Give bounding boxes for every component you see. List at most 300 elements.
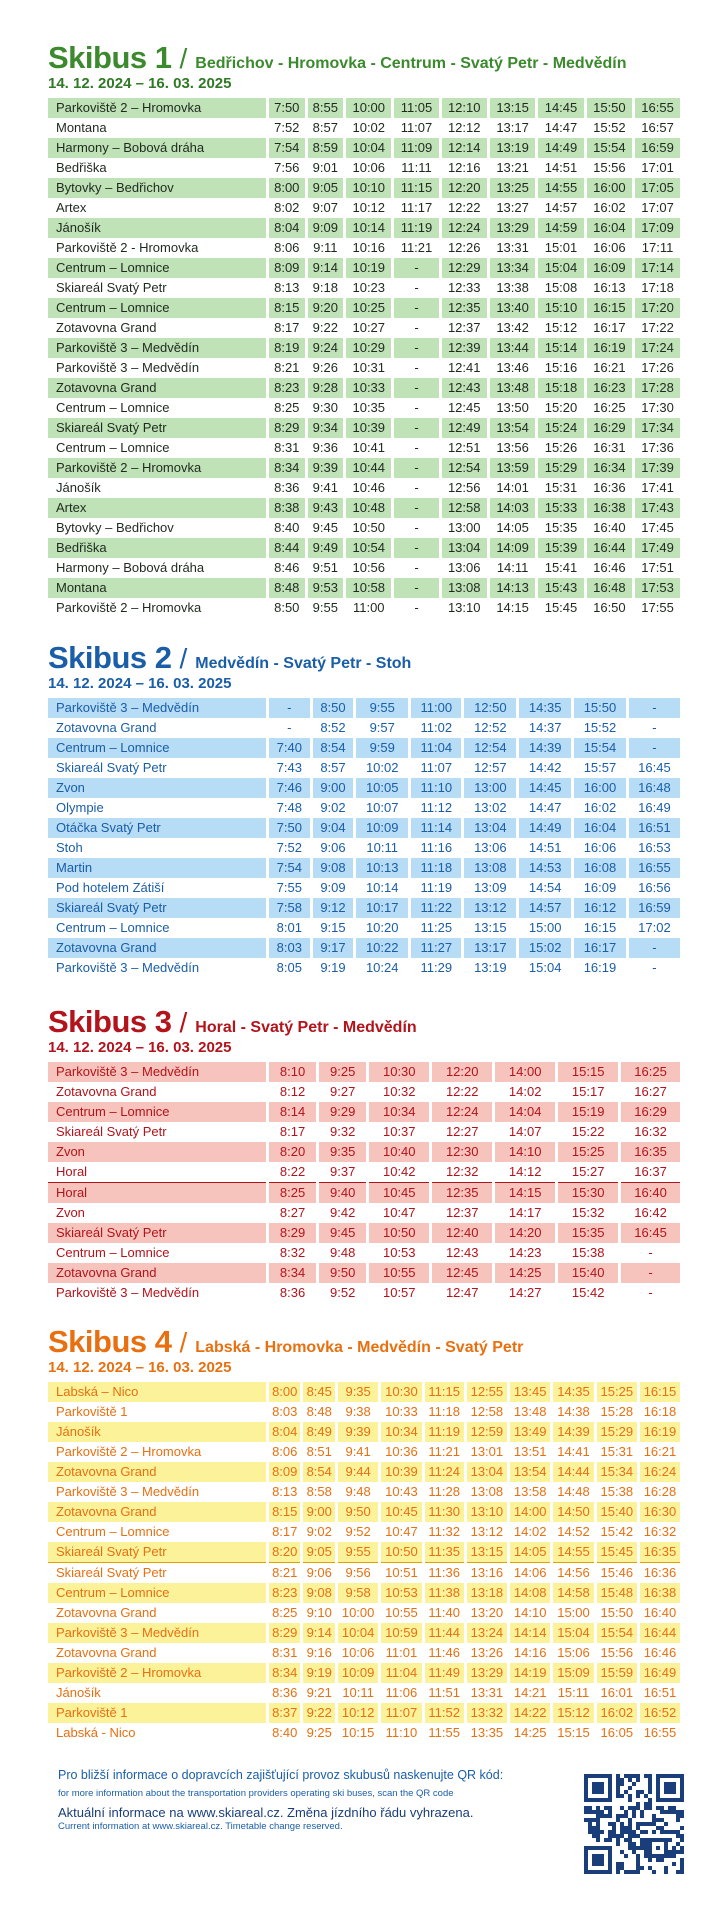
departure-time: 16:00 — [585, 178, 633, 198]
skibus-1-header — [48, 40, 680, 76]
departure-time: 13:54 — [509, 1462, 552, 1482]
timetable-row — [48, 858, 680, 878]
departure-time: 9:57 — [355, 718, 410, 738]
departure-time: 13:54 — [488, 418, 536, 438]
departure-time: 8:04 — [268, 218, 307, 238]
departure-time: 12:27 — [431, 1122, 494, 1142]
stop-name: Jánošík — [48, 1422, 268, 1442]
stop-name: Parkoviště 2 – Hromovka — [48, 458, 268, 478]
qr-code-icon[interactable] — [584, 1774, 684, 1874]
departure-time: 8:48 — [268, 578, 307, 598]
current-info-en: Current information at www.skiareal.cz. Timetable change reserved. — [58, 1821, 343, 1832]
departure-time: 9:14 — [302, 1623, 336, 1643]
timetable-row — [48, 178, 680, 198]
departure-time: 10:39 — [380, 1462, 423, 1482]
departure-time: 15:17 — [557, 1082, 620, 1102]
departure-time: 10:15 — [336, 1723, 379, 1743]
departure-time: 14:21 — [509, 1683, 552, 1703]
stop-name: Horal — [56, 1164, 88, 1179]
departure-time: 14:15 — [494, 1183, 557, 1204]
departure-time: 16:17 — [585, 318, 633, 338]
departure-time: 17:55 — [634, 598, 680, 618]
stop-name: Bytovky – Bedřichov — [48, 178, 268, 198]
departure-time: 13:08 — [463, 858, 518, 878]
timetable-row — [48, 118, 680, 138]
timetable-row — [48, 1402, 680, 1422]
timetable-row — [48, 298, 680, 318]
departure-time: 8:54 — [302, 1462, 336, 1482]
header-slash: / — [179, 643, 188, 674]
timetable-row — [48, 218, 680, 238]
departure-time: 12:30 — [431, 1142, 494, 1162]
departure-time: 13:02 — [463, 798, 518, 818]
departure-time: 15:45 — [595, 1542, 638, 1563]
departure-time: 10:53 — [368, 1243, 431, 1263]
departure-time: 15:25 — [595, 1382, 638, 1402]
departure-time: 15:25 — [557, 1142, 620, 1162]
departure-time: 16:08 — [573, 858, 628, 878]
departure-time: 16:02 — [585, 198, 633, 218]
departure-time: 10:36 — [380, 1442, 423, 1462]
departure-time: 8:49 — [302, 1422, 336, 1442]
stop-name: Skiareál Svatý Petr — [56, 280, 167, 295]
departure-time: 13:04 — [440, 538, 488, 558]
departure-time: 14:07 — [494, 1122, 557, 1142]
departure-time: 9:37 — [318, 1162, 368, 1183]
departure-time: 16:05 — [595, 1723, 638, 1743]
timetable-row — [48, 1283, 680, 1303]
departure-time: 9:24 — [306, 338, 345, 358]
departure-time: 12:24 — [440, 218, 488, 238]
departure-time: 16:55 — [634, 98, 680, 118]
departure-time: 15:10 — [537, 298, 585, 318]
departure-time: 9:50 — [336, 1502, 379, 1522]
stop-name: Montana — [56, 120, 107, 135]
departure-time: 14:42 — [518, 758, 573, 778]
stop-name: Centrum – Lomnice — [48, 258, 268, 278]
departure-time: 12:45 — [440, 398, 488, 418]
departure-time: 15:26 — [537, 438, 585, 458]
departure-time: 11:19 — [410, 878, 463, 898]
departure-time: 9:38 — [336, 1402, 379, 1422]
departure-time: 10:00 — [345, 98, 393, 118]
stop-name: Centrum – Lomnice — [56, 400, 170, 415]
departure-time: 13:15 — [463, 918, 518, 938]
departure-time: 15:29 — [595, 1422, 638, 1442]
timetable-row — [48, 1122, 680, 1142]
departure-time: 13:12 — [465, 1522, 508, 1542]
timetable-row — [48, 158, 680, 178]
departure-time: - — [393, 398, 440, 418]
departure-time: 12:33 — [440, 278, 488, 298]
departure-time: 7:52 — [268, 838, 312, 858]
departure-time: 14:57 — [537, 198, 585, 218]
departure-time: 16:24 — [638, 1462, 680, 1482]
departure-time: 12:57 — [463, 758, 518, 778]
departure-time: 13:31 — [488, 238, 536, 258]
timetable-row — [48, 518, 680, 538]
departure-time: 13:42 — [488, 318, 536, 338]
departure-time: 9:00 — [302, 1502, 336, 1522]
departure-time: 9:22 — [306, 318, 345, 338]
stop-name: Bedřiška — [48, 538, 268, 558]
departure-time: 9:36 — [306, 438, 345, 458]
stop-name: Parkoviště 2 – Hromovka — [48, 98, 268, 118]
departure-time: - — [627, 958, 680, 978]
departure-time: 16:51 — [638, 1683, 680, 1703]
timetable-row — [48, 1563, 680, 1584]
departure-time: 14:03 — [488, 498, 536, 518]
departure-time: 8:36 — [268, 478, 307, 498]
timetable-row — [48, 438, 680, 458]
departure-time: 16:28 — [638, 1482, 680, 1502]
departure-time: 16:59 — [627, 898, 680, 918]
departure-time: 12:55 — [465, 1382, 508, 1402]
departure-time: 14:51 — [537, 158, 585, 178]
departure-time: 16:21 — [585, 358, 633, 378]
departure-time: 15:00 — [518, 918, 573, 938]
departure-time: 11:36 — [423, 1563, 465, 1584]
departure-time: 15:09 — [552, 1663, 595, 1683]
departure-time: 14:08 — [509, 1583, 552, 1603]
stop-name: Skiareál Svatý Petr — [48, 1223, 268, 1243]
departure-time: 8:03 — [268, 938, 312, 958]
departure-time: 11:07 — [393, 118, 440, 138]
timetable-row — [48, 818, 680, 838]
departure-time: 11:55 — [423, 1723, 465, 1743]
departure-time: 16:13 — [585, 278, 633, 298]
departure-time: 16:45 — [627, 758, 680, 778]
departure-time: 11:30 — [423, 1502, 465, 1522]
departure-time: 17:07 — [634, 198, 680, 218]
departure-time: 13:51 — [509, 1442, 552, 1462]
departure-time: 12:35 — [431, 1183, 494, 1204]
departure-time: 12:39 — [440, 338, 488, 358]
departure-time: 9:02 — [311, 798, 355, 818]
stop-name: Parkoviště 2 – Hromovka — [48, 1663, 268, 1683]
departure-time: 16:48 — [585, 578, 633, 598]
line-name: Skibus 2 — [48, 640, 172, 675]
departure-time: 8:17 — [268, 1122, 318, 1142]
timetable-row — [48, 338, 680, 358]
departure-time: 13:15 — [488, 98, 536, 118]
departure-time: 11:07 — [410, 758, 463, 778]
departure-time: 14:58 — [552, 1583, 595, 1603]
departure-time: - — [627, 938, 680, 958]
departure-time: 10:16 — [345, 238, 393, 258]
departure-time: 16:09 — [573, 878, 628, 898]
departure-time: 14:09 — [488, 538, 536, 558]
departure-time: 14:52 — [552, 1522, 595, 1542]
departure-time: 10:41 — [345, 438, 393, 458]
departure-time: 8:13 — [268, 1482, 302, 1502]
departure-time: 10:48 — [345, 498, 393, 518]
departure-time: 15:22 — [557, 1122, 620, 1142]
departure-time: 10:33 — [380, 1402, 423, 1422]
departure-time: 7:50 — [268, 98, 307, 118]
departure-time: 10:54 — [345, 538, 393, 558]
timetable-row — [48, 1703, 680, 1723]
timetable-row — [48, 1422, 680, 1442]
departure-time: 8:25 — [268, 1603, 302, 1623]
departure-time: 8:23 — [268, 378, 307, 398]
departure-time: 16:17 — [573, 938, 628, 958]
skibus-3-section — [48, 1004, 680, 1303]
header-slash: / — [179, 1007, 188, 1038]
departure-time: 9:41 — [306, 478, 345, 498]
departure-time: 13:31 — [465, 1683, 508, 1703]
timetable-row — [48, 958, 680, 978]
departure-time: 15:04 — [537, 258, 585, 278]
departure-time: - — [393, 598, 440, 618]
departure-time: 9:55 — [336, 1542, 379, 1563]
departure-time: 15:30 — [557, 1183, 620, 1204]
departure-time: 10:55 — [368, 1263, 431, 1283]
departure-time: 16:46 — [585, 558, 633, 578]
departure-time: 17:39 — [634, 458, 680, 478]
stop-name: Parkoviště 2 – Hromovka — [56, 600, 202, 615]
timetable-row — [48, 278, 680, 298]
validity-dates: 14. 12. 2024 – 16. 03. 2025 — [48, 1359, 232, 1376]
departure-time: 10:50 — [345, 518, 393, 538]
departure-time: 10:43 — [380, 1482, 423, 1502]
departure-time: 9:11 — [306, 238, 345, 258]
stop-name: Skiareál Svatý Petr — [48, 898, 268, 918]
departure-time: 14:47 — [537, 118, 585, 138]
departure-time: 11:12 — [410, 798, 463, 818]
departure-time: 16:44 — [638, 1623, 680, 1643]
stop-name: Parkoviště 3 – Medvědín — [48, 1062, 268, 1082]
departure-time: 13:08 — [465, 1482, 508, 1502]
departure-time: 14:11 — [488, 558, 536, 578]
departure-time: 12:20 — [440, 178, 488, 198]
departure-time: 9:42 — [318, 1203, 368, 1223]
departure-time: 8:06 — [268, 238, 307, 258]
departure-time: 8:03 — [268, 1402, 302, 1422]
departure-time: 13:32 — [465, 1703, 508, 1723]
departure-time: 15:14 — [537, 338, 585, 358]
departure-time: 14:35 — [552, 1382, 595, 1402]
departure-time: - — [393, 458, 440, 478]
departure-time: 8:29 — [268, 1623, 302, 1643]
stop-name: Parkoviště 3 – Medvědín — [48, 1623, 268, 1643]
departure-time: 13:00 — [463, 778, 518, 798]
departure-time: 14:57 — [518, 898, 573, 918]
departure-time: 15:46 — [595, 1563, 638, 1584]
timetable-row — [48, 938, 680, 958]
departure-time: - — [393, 578, 440, 598]
departure-time: 10:58 — [345, 578, 393, 598]
departure-time: 11:21 — [393, 238, 440, 258]
departure-time: 12:45 — [431, 1263, 494, 1283]
departure-time: 12:58 — [465, 1402, 508, 1422]
departure-time: 12:32 — [431, 1162, 494, 1183]
timetable — [48, 1382, 680, 1743]
departure-time: 14:12 — [494, 1162, 557, 1183]
departure-time: 10:29 — [345, 338, 393, 358]
departure-time: 16:02 — [595, 1703, 638, 1723]
departure-time: 15:40 — [595, 1502, 638, 1522]
departure-time: 15:20 — [537, 398, 585, 418]
departure-time: 11:02 — [410, 718, 463, 738]
departure-time: 13:40 — [488, 298, 536, 318]
departure-time: 9:52 — [318, 1283, 368, 1303]
departure-time: 14:48 — [552, 1482, 595, 1502]
skibus-2-section — [48, 640, 680, 978]
departure-time: 14:04 — [494, 1102, 557, 1122]
stop-name: Martin — [48, 858, 268, 878]
departure-time: 15:56 — [585, 158, 633, 178]
departure-time: 10:50 — [368, 1223, 431, 1243]
departure-time: 9:34 — [306, 418, 345, 438]
departure-time: 13:19 — [488, 138, 536, 158]
departure-time: 15:38 — [595, 1482, 638, 1502]
departure-time: 8:40 — [268, 1723, 302, 1743]
departure-time: 11:19 — [423, 1422, 465, 1442]
timetable-row — [48, 798, 680, 818]
departure-time: 9:22 — [302, 1703, 336, 1723]
departure-time: 13:48 — [488, 378, 536, 398]
stop-name: Zvon — [48, 1142, 268, 1162]
departure-time: 10:30 — [368, 1062, 431, 1082]
departure-time: 12:16 — [440, 158, 488, 178]
departure-time: 10:09 — [355, 818, 410, 838]
departure-time: 8:46 — [268, 558, 307, 578]
departure-time: 14:02 — [494, 1082, 557, 1102]
line-name: Skibus 4 — [48, 1324, 172, 1359]
departure-time: - — [268, 718, 312, 738]
departure-time: - — [393, 518, 440, 538]
stop-name: Parkoviště 3 – Medvědín — [48, 698, 268, 718]
departure-time: 9:06 — [302, 1563, 336, 1584]
departure-time: 16:55 — [638, 1723, 680, 1743]
departure-time: 14:39 — [552, 1422, 595, 1442]
departure-time: 10:12 — [336, 1703, 379, 1723]
departure-time: 8:36 — [268, 1283, 318, 1303]
departure-time: 7:56 — [268, 158, 307, 178]
departure-time: 8:25 — [268, 1183, 318, 1204]
departure-time: 11:06 — [380, 1683, 423, 1703]
departure-time: 9:48 — [336, 1482, 379, 1502]
stop-name: Zvon — [48, 778, 268, 798]
departure-time: 13:09 — [463, 878, 518, 898]
departure-time: - — [393, 418, 440, 438]
departure-time: 8:59 — [306, 138, 345, 158]
departure-time: 17:30 — [634, 398, 680, 418]
departure-time: 13:49 — [509, 1422, 552, 1442]
line-route: Medvědín - Svatý Petr - Stoh — [195, 655, 412, 672]
departure-time: 15:01 — [537, 238, 585, 258]
departure-time: 7:46 — [268, 778, 312, 798]
departure-time: 10:51 — [380, 1563, 423, 1584]
header-slash: / — [179, 1327, 188, 1358]
departure-time: 8:54 — [311, 738, 355, 758]
departure-time: 17:26 — [634, 358, 680, 378]
timetable-row — [48, 1542, 680, 1563]
departure-time: 13:18 — [465, 1583, 508, 1603]
departure-time: 10:06 — [336, 1643, 379, 1663]
timetable-row — [48, 1623, 680, 1643]
departure-time: 10:46 — [345, 478, 393, 498]
departure-time: 12:43 — [431, 1243, 494, 1263]
departure-time: 15:02 — [518, 938, 573, 958]
timetable-row — [48, 838, 680, 858]
departure-time: - — [627, 738, 680, 758]
departure-time: 13:38 — [488, 278, 536, 298]
departure-time: 14:02 — [509, 1522, 552, 1542]
footer-info — [58, 1768, 578, 1832]
departure-time: 12:37 — [440, 318, 488, 338]
departure-time: 14:06 — [509, 1563, 552, 1584]
departure-time: 16:45 — [620, 1223, 680, 1243]
departure-time: 14:14 — [509, 1623, 552, 1643]
departure-time: 11:49 — [423, 1663, 465, 1683]
departure-time: 17:41 — [634, 478, 680, 498]
departure-time: 8:09 — [268, 258, 307, 278]
departure-time: 16:49 — [638, 1663, 680, 1683]
departure-time: 8:45 — [302, 1382, 336, 1402]
departure-time: 14:54 — [518, 878, 573, 898]
departure-time: 9:27 — [318, 1082, 368, 1102]
departure-time: 13:04 — [463, 818, 518, 838]
departure-time: 8:32 — [268, 1243, 318, 1263]
departure-time: - — [393, 378, 440, 398]
departure-time: 15:31 — [537, 478, 585, 498]
departure-time: 9:43 — [306, 498, 345, 518]
stop-name: Centrum – Lomnice — [48, 1102, 268, 1122]
departure-time: 17:01 — [634, 158, 680, 178]
stop-name: Pod hotelem Zátiší — [56, 880, 165, 895]
departure-time: 9:16 — [302, 1643, 336, 1663]
departure-time: 11:18 — [423, 1402, 465, 1422]
departure-time: 12:35 — [440, 298, 488, 318]
departure-time: 11:19 — [393, 218, 440, 238]
departure-time: 15:27 — [557, 1162, 620, 1183]
timetable-row — [48, 138, 680, 158]
qr-info-en: for more information about the transportation providers operating ski buses, scan the QR code — [58, 1788, 454, 1799]
departure-time: 10:40 — [368, 1142, 431, 1162]
skibus-3-header — [48, 1004, 680, 1040]
departure-time: 13:06 — [440, 558, 488, 578]
timetable-row — [48, 538, 680, 558]
departure-time: 9:12 — [311, 898, 355, 918]
departure-time: 15:57 — [573, 758, 628, 778]
stop-name: Jánošík — [56, 480, 101, 495]
departure-time: - — [620, 1283, 680, 1303]
departure-time: 13:35 — [465, 1723, 508, 1743]
departure-time: 9:50 — [318, 1263, 368, 1283]
departure-time: 16:57 — [634, 118, 680, 138]
departure-time: 13:04 — [465, 1462, 508, 1482]
departure-time: 11:01 — [380, 1643, 423, 1663]
stop-name: Skiareál Svatý Petr — [48, 1542, 268, 1563]
departure-time: 14:41 — [552, 1442, 595, 1462]
departure-time: 8:17 — [268, 318, 307, 338]
stop-name: Jánošík — [48, 218, 268, 238]
timetable-row — [48, 378, 680, 398]
departure-time: - — [393, 358, 440, 378]
departure-time: 10:27 — [345, 318, 393, 338]
departure-time: 9:32 — [318, 1122, 368, 1142]
timetable-row — [48, 458, 680, 478]
departure-time: 13:16 — [465, 1563, 508, 1584]
departure-time: 10:10 — [345, 178, 393, 198]
departure-time: 10:14 — [355, 878, 410, 898]
stop-name: Parkoviště 3 – Medvědín — [48, 338, 268, 358]
departure-time: 8:20 — [268, 1142, 318, 1162]
departure-time: - — [627, 698, 680, 718]
departure-time: 10:37 — [368, 1122, 431, 1142]
